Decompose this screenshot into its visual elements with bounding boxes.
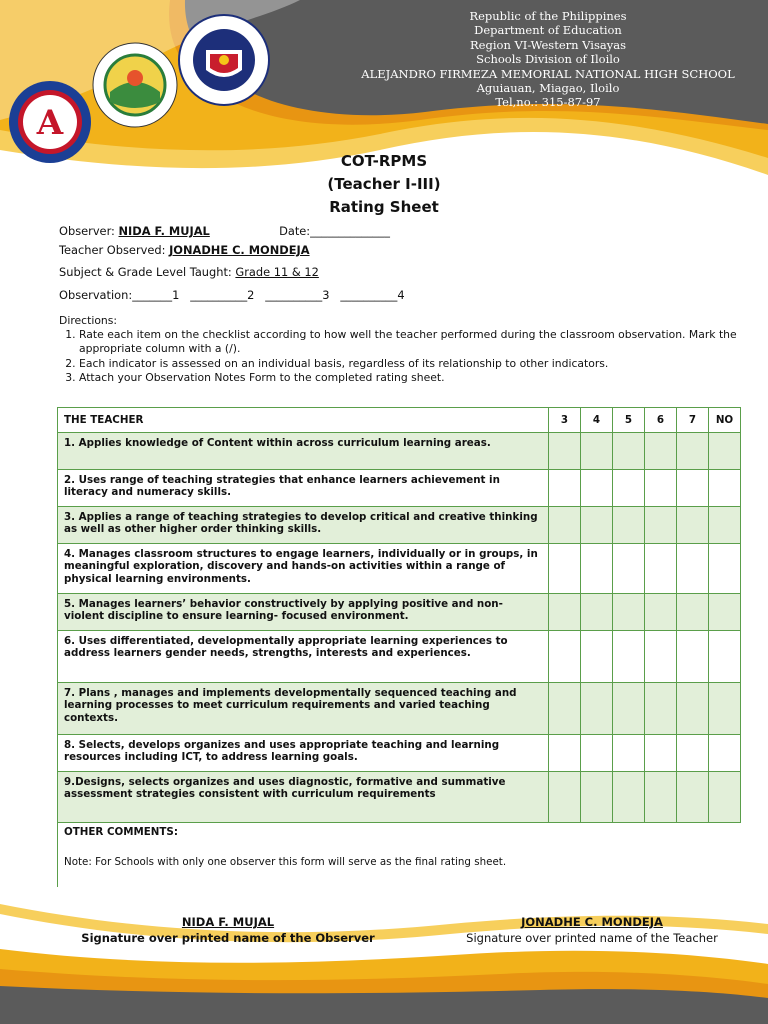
header-line: Aguiauan, Miagao, Iloilo [476, 81, 620, 96]
observer-signature-caption [68, 930, 388, 946]
table-row [58, 683, 741, 735]
indicator-text: 8. Selects, develops organizes and uses appropriate teaching and learning resources including ICT, to address learning goals. [58, 735, 549, 772]
rating-cell[interactable] [709, 735, 741, 772]
header-school-name: ALEJANDRO FIRMEZA MEMORIAL NATIONAL HIGH SCHOOL [361, 66, 735, 81]
rating-cell[interactable] [613, 507, 645, 544]
observation-slot[interactable]: _______1 [132, 288, 180, 302]
observer-caption-text: Signature over printed name of the Observer [81, 931, 375, 945]
subject-label: Subject & Grade Level Taught: [59, 265, 236, 279]
indicator-text: 2. Uses range of teaching strategies that enhance learners achievement in literacy and numeracy skills. [58, 470, 549, 507]
document-title [0, 150, 768, 219]
rating-cell[interactable] [613, 631, 645, 683]
observer-signature-name: NIDA F. MUJAL [181, 915, 275, 929]
observer-row [59, 224, 390, 238]
rating-cell[interactable] [645, 594, 677, 631]
division-seal [92, 42, 178, 128]
rating-cell[interactable] [709, 772, 741, 823]
indicator-text: 9.Designs, selects organizes and uses diagnostic, formative and summative assessment strategies consistent with curriculum requirements [58, 772, 549, 823]
observation-row [59, 288, 405, 302]
rating-cell[interactable] [613, 470, 645, 507]
rating-col-header: 4 [581, 408, 613, 433]
table-row [58, 631, 741, 683]
indicator-text: 4. Manages classroom structures to engage learners, individually or in groups, in meaningful exploration, discovery and hands-on activities within a range of physical learning environments. [58, 544, 549, 594]
rating-cell[interactable] [677, 544, 709, 594]
title-line: (Teacher I-III) [327, 175, 441, 193]
rating-col-header: 3 [549, 408, 581, 433]
rating-cell[interactable] [613, 772, 645, 823]
indicator-text: 7. Plans , manages and implements developmentally sequenced teaching and learning processes to meet curriculum requirements and varied teaching contexts. [58, 683, 549, 735]
indicator-text: 6. Uses differentiated, developmentally appropriate learning experiences to address learners gender needs, strengths, interests and experiences. [58, 631, 549, 683]
header-line: Tel,no.: 315-87-97 [495, 95, 601, 110]
rating-cell[interactable] [549, 544, 581, 594]
rating-cell[interactable] [677, 735, 709, 772]
rating-cell[interactable] [645, 507, 677, 544]
rating-cell[interactable] [613, 433, 645, 470]
rating-cell[interactable] [581, 507, 613, 544]
date-label: Date: [279, 224, 311, 238]
indicator-text: 5. Manages learners’ behavior constructively by applying positive and non-violent discipline to ensure learning- focused environment. [58, 594, 549, 631]
table-row [58, 507, 741, 544]
comments-cell[interactable] [58, 823, 741, 888]
comments-row [58, 823, 741, 888]
rating-cell[interactable] [677, 594, 709, 631]
rating-cell[interactable] [613, 735, 645, 772]
rating-cell[interactable] [709, 683, 741, 735]
rating-cell[interactable] [581, 683, 613, 735]
rating-col-header: 6 [645, 408, 677, 433]
header-line: Department of Education [474, 23, 622, 38]
directions-heading: Directions: [59, 314, 118, 327]
rating-cell[interactable] [645, 631, 677, 683]
table-header-row [58, 408, 741, 433]
rating-cell[interactable] [549, 772, 581, 823]
rating-cell[interactable] [581, 433, 613, 470]
date-value[interactable]: ______________ [310, 224, 390, 238]
deped-seal-icon [178, 14, 270, 106]
rating-cell[interactable] [645, 433, 677, 470]
school-header [338, 9, 758, 110]
header-line: Region VI-Western Visayas [470, 37, 626, 52]
table-row [58, 772, 741, 823]
deped-seal [178, 14, 270, 106]
indicator-text: 1. Applies knowledge of Content within across curriculum learning areas. [58, 433, 549, 470]
observation-slot[interactable]: __________3 [265, 288, 330, 302]
header-line: Schools Division of Iloilo [476, 52, 620, 67]
rating-cell[interactable] [677, 683, 709, 735]
indicator-text: 3. Applies a range of teaching strategies to develop critical and creative thinking as well as other higher order thinking skills. [58, 507, 549, 544]
rating-cell[interactable] [549, 594, 581, 631]
observation-slot[interactable]: __________4 [340, 288, 405, 302]
rating-col-header: 5 [613, 408, 645, 433]
rating-cell[interactable] [581, 772, 613, 823]
rating-cell[interactable] [645, 772, 677, 823]
teacher-signature-name: JONADHE C. MONDEJA [521, 915, 663, 929]
teacher-signature-caption: Signature over printed name of the Teacher [466, 931, 718, 945]
rating-cell[interactable] [709, 594, 741, 631]
comments-note: Note: For Schools with only one observer this form will serve as the final rating sheet. [64, 856, 507, 868]
title-line: Rating Sheet [329, 198, 439, 216]
rating-cell[interactable] [581, 594, 613, 631]
rating-cell[interactable] [677, 433, 709, 470]
observer-signature [68, 914, 388, 946]
subject-value: Grade 11 & 12 [235, 265, 319, 279]
rating-cell[interactable] [549, 683, 581, 735]
division-seal-icon [92, 42, 178, 128]
rating-cell[interactable] [677, 507, 709, 544]
rating-cell[interactable] [549, 470, 581, 507]
rating-cell[interactable] [645, 735, 677, 772]
rating-cell[interactable] [709, 433, 741, 470]
table-row [58, 594, 741, 631]
observation-slot[interactable]: __________2 [190, 288, 255, 302]
rating-cell[interactable] [677, 772, 709, 823]
rating-cell[interactable] [709, 631, 741, 683]
table-row [58, 735, 741, 772]
rating-cell[interactable] [581, 470, 613, 507]
subject-row [59, 265, 319, 279]
rating-cell[interactable] [613, 594, 645, 631]
rating-cell[interactable] [709, 507, 741, 544]
table-row [58, 470, 741, 507]
rating-cell[interactable] [709, 544, 741, 594]
rating-cell[interactable] [677, 470, 709, 507]
table-header-teacher: THE TEACHER [58, 408, 549, 433]
directions [59, 314, 749, 385]
rating-cell[interactable] [581, 544, 613, 594]
rating-cell[interactable] [613, 544, 645, 594]
rating-cell[interactable] [549, 631, 581, 683]
direction-item: 1. Rate each item on the checklist according to how well the teacher performed during the classroom observation. Mark the appropriate column with a (/). [79, 328, 749, 356]
rating-cell[interactable] [645, 683, 677, 735]
observation-label: Observation: [59, 288, 133, 302]
rating-col-header: 7 [677, 408, 709, 433]
direction-item: 3. Attach your Observation Notes Form to the completed rating sheet. [79, 371, 749, 385]
rating-cell[interactable] [549, 507, 581, 544]
teacher-label: Teacher Observed: [59, 243, 170, 257]
rating-cell[interactable] [549, 433, 581, 470]
title-line: COT-RPMS [340, 152, 428, 170]
rating-table [57, 407, 741, 887]
teacher-row [59, 243, 310, 257]
rating-cell[interactable] [709, 470, 741, 507]
rating-col-header: NO [709, 408, 741, 433]
rating-cell[interactable] [645, 544, 677, 594]
direction-item: 2. Each indicator is assessed on an individual basis, regardless of its relationship to other indicators. [79, 357, 749, 371]
teacher-signature [432, 914, 752, 946]
rating-cell[interactable] [581, 735, 613, 772]
seal-letter: A [36, 103, 64, 143]
comments-label: OTHER COMMENTS: [64, 826, 178, 838]
observer-label: Observer: [59, 224, 119, 238]
rating-cell[interactable] [613, 683, 645, 735]
rating-cell[interactable] [581, 631, 613, 683]
rating-cell[interactable] [549, 735, 581, 772]
teacher-value: JONADHE C. MONDEJA [169, 243, 310, 257]
table-row [58, 433, 741, 470]
rating-cell[interactable] [645, 470, 677, 507]
rating-cell[interactable] [677, 631, 709, 683]
table-row [58, 544, 741, 594]
observer-value: NIDA F. MUJAL [118, 224, 210, 238]
header-line: Republic of the Philippines [469, 9, 627, 23]
